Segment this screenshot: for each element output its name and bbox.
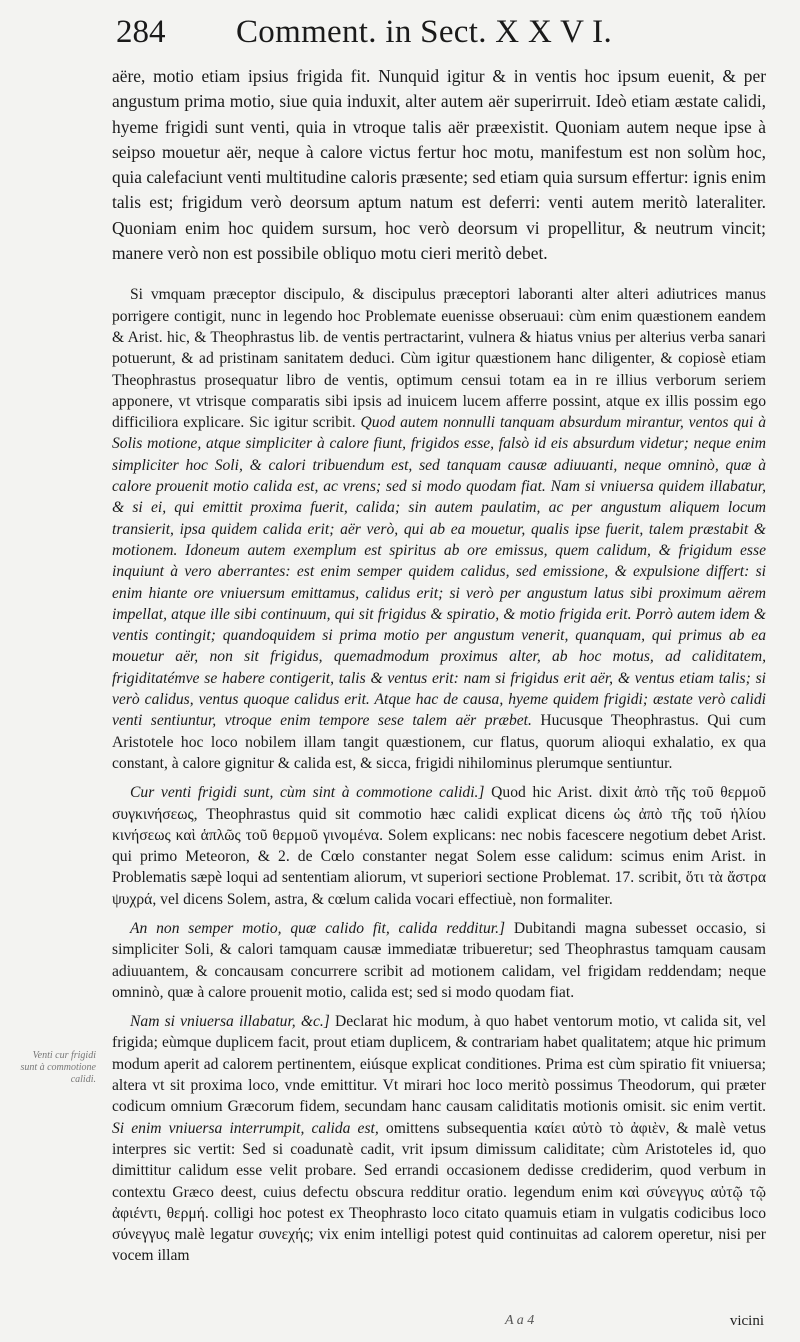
section-gap xyxy=(112,266,766,284)
commentary-paragraph-3 xyxy=(112,918,766,1003)
paragraph-text: Declarat hic modum, à quo habet ventorum motio, vt calida sit, vel frigida; eùmque duplicem facit, prout etiam duplicem, & contrariam habet qualitatem; atque hic primum modum aperit ad calorem pertinentem, eiúsque explicat conditiones. Prima est cùm spiratio fit vniuersa; altera vt sit proxima loco, vnde emittitur. Vt mirari hoc loco meritò possimus Theodorum, qui præter codicum omnium Græcorum fidem, secundam hanc causam caliditatis motionis omisit. sic enim vertit. xyxy=(112,1013,766,1116)
lemma: Cur venti frigidi sunt, cùm sint à commotione calidi.] xyxy=(130,784,485,802)
paragraph-text: Quod hic Arist. dixit ἀπὸ τῆς τοῦ θερμοῦ συγκινήσεως, Theophrastus quid sit commotio hæc calidi explicat dicens ὡς ἀπὸ τῆς τοῦ ἡλίου κινήσεως καὶ ἁπλῶς τοῦ θερμοῦ γινομένα. Solem explicans: nec nobis facescere negotium debet Arist. qui primo Meteoron, & 2. de Cœlo constanter negat Solem esse calidum: scimus enim Arist. in Problematis sæpè loqui ad sententiam aliorum, vt superiori sectione Problemat. 17. scribit, ὅτι τὰ ἄστρα ψυχρά, vel dicens Solem, astra, & cœlum calida vocari effectiuè, non formaliter. xyxy=(112,784,766,908)
page-number: 284 xyxy=(116,14,166,50)
page-header xyxy=(112,14,766,64)
paragraph-text: Dubitandi magna subesset occasio, si simpliciter Soli, & calori tamquam causæ immediatæ tribueretur; sed Theophrastus tamquam causam adiuuantem, & concausam concurrere scribit ad motionem calidam, vel frigidam reddendam; neque omninò, quæ à calore prouenit motio, calida est; sed si modo quodam fiat. xyxy=(112,919,767,1001)
paragraph-continuation: Hucusque Theophrastus. Qui cum Aristotele hoc loco nobilem illam tangit quæstionem, cur flatus, quorum alioqui exhalatio, ex qua constant, à calore gignitur & calida est, & sicca, frigidi nihilominus plerumque sentiuntur. xyxy=(112,712,766,772)
commentary-paragraph-2 xyxy=(112,782,766,910)
signature-mark: A a 4 xyxy=(505,1313,535,1328)
lemma: Nam si vniuersa illabatur, &c.] xyxy=(130,1013,330,1031)
aristotle-text: aëre, motio etiam ipsius frigida fit. Nunquid igitur & in ventis hoc ipsum euenit, & per angustum prima motio, siue quia induxit, alter autem aër superirruit. Ideò etiam æstate calidi, hyeme frigidi sunt venti, quia in vtroque talis aër præexistit. Quoniam autem neque ipse à seipso mouetur aër, neque à calore victus fertur hoc motu, manifestum est non solùm hoc, quia calefaciunt venti multitudine caloris præsente; sed etiam quia sursum effertur: ignis enim talis est; frigidum verò deorsum aptum natum est deferri: venti autem meritò lateraliter. Quoniam enim hoc quidem sursum, hoc verò deorsum vi propellitur, & neutrum vincit; manere verò non est possibile obliquo motu cieri meritò debet. xyxy=(112,66,766,264)
theophrastus-quote: Quod autem nonnulli tanquam absurdum mirantur, ventos qui à Solis motione, atque simpliciter à calore fiunt, frigidos esse, falsò id eis absurdum videtur; neque enim simpliciter hoc Soli, & calori tribuendum est, sed tanquam causæ adiuuanti, neque omninò, quæ à calore prouenit motio calida est, ac vrens; sed si modo quodam fiat. Nam si vniuersa quidem illabatur, & si ei, qui emittit proxima fuerit, calida; sin autem paulatim, ac per angustum aliquem locum transierit, ipsa quidem calida erit; aër verò, qui ab ea mouetur, qualis ipse fuerit, talem præstabit & motionem. Idoneum autem exemplum est spiritus ab ore emissus, quem calidum, & frigidum esse inquiunt à vero aberrantes: est enim semper quidem calidus, sed emissione, & expulsione differt: si enim hiante ore vniuersum emittamus, calidus erit; si verò per angustum latus sibi proximum aërem impellat, atque ille sibi continuum, qui sit frigidus & spiratio, & motio frigida erit. Porrò autem idem & ventis contingit; quandoquidem si prima motio per angustum venerit, quanquam, qui primus ab ea mouetur aër, non sit frigidus, quemadmodum proximus alter, ab hoc motus, ad caliditatem, frigiditatémve se habere contigerit, talis & ventus erit: nam si frigidus erit aër, & ventus etiam talis; si verò calidus, ventus quoque calidus erit. Atque hac de causa, hyeme quidem frigidi; æstate verò calidi venti sentiuntur, vtroque enim tempore sese talem aër præbet. xyxy=(112,414,767,730)
paragraph-text: Si vmquam præceptor discipulo, & discipulus præceptori laboranti alter alteri adiutrices manus porrigere contigit, nunc in legendo hoc Problemate euenisse obseruaui: cùm enim quæstionem eandem & Arist. hic, & Theophrastus lib. de ventis pertractarint, vulnera & hiatus vnius per alterius verba sanari potuerunt, & ad pristinam sanitatem deduci. Cùm igitur quæstionem hanc diligenter, & copiosè etiam Theophrastus prosequatur libro de ventis, optimum censui totam ea in re illius verborum seriem apponere, vt vtrisque comparatis sibi ipsis ad inuicem lucem afferre possint, atque ex illis possim ego difficiliora explicare. Sic igitur scribit. xyxy=(112,286,766,432)
paragraph-continuation: omittens subsequentia καίει αὐτὸ τὸ ἀφιὲν, & malè vetus interpres sic vertit: Sed si coadunatè cadit, vrit ipsum dimissum caliditate; cùm Aristoteles id, quo dimittitur calidum esse velit probare. Sed errandi occasionem dedisse crediderim, quod verbum in contextu Græco deest, cuius defectu obscura redditur oratio. legendum enim καὶ σύνεγγυς αὐτῷ τῷ ἀφιέντι, θερμή. colligi hoc potest ex Theophrasto loco citato quamuis etiam in vulgatis codicibus loco σύνεγγυς malè legatur συνεχής; vix enim intelligi potest quid continuitas ad calorem operetur, nisi per vocem illam xyxy=(112,1119,766,1265)
lemma: An non semper motio, quæ calido fit, calida redditur.] xyxy=(130,919,506,937)
translation-quote: Si enim vniuersa interrumpit, calida est, xyxy=(112,1119,379,1137)
commentary-paragraph-4 xyxy=(112,1011,766,1267)
commentary-paragraph-1 xyxy=(112,284,766,774)
margin-note: Venti cur frigidi sunt à commotione calidi. xyxy=(20,1050,96,1085)
running-head: Comment. in Sect. X X V I. xyxy=(236,14,612,50)
catchword: vicini xyxy=(729,1313,764,1329)
